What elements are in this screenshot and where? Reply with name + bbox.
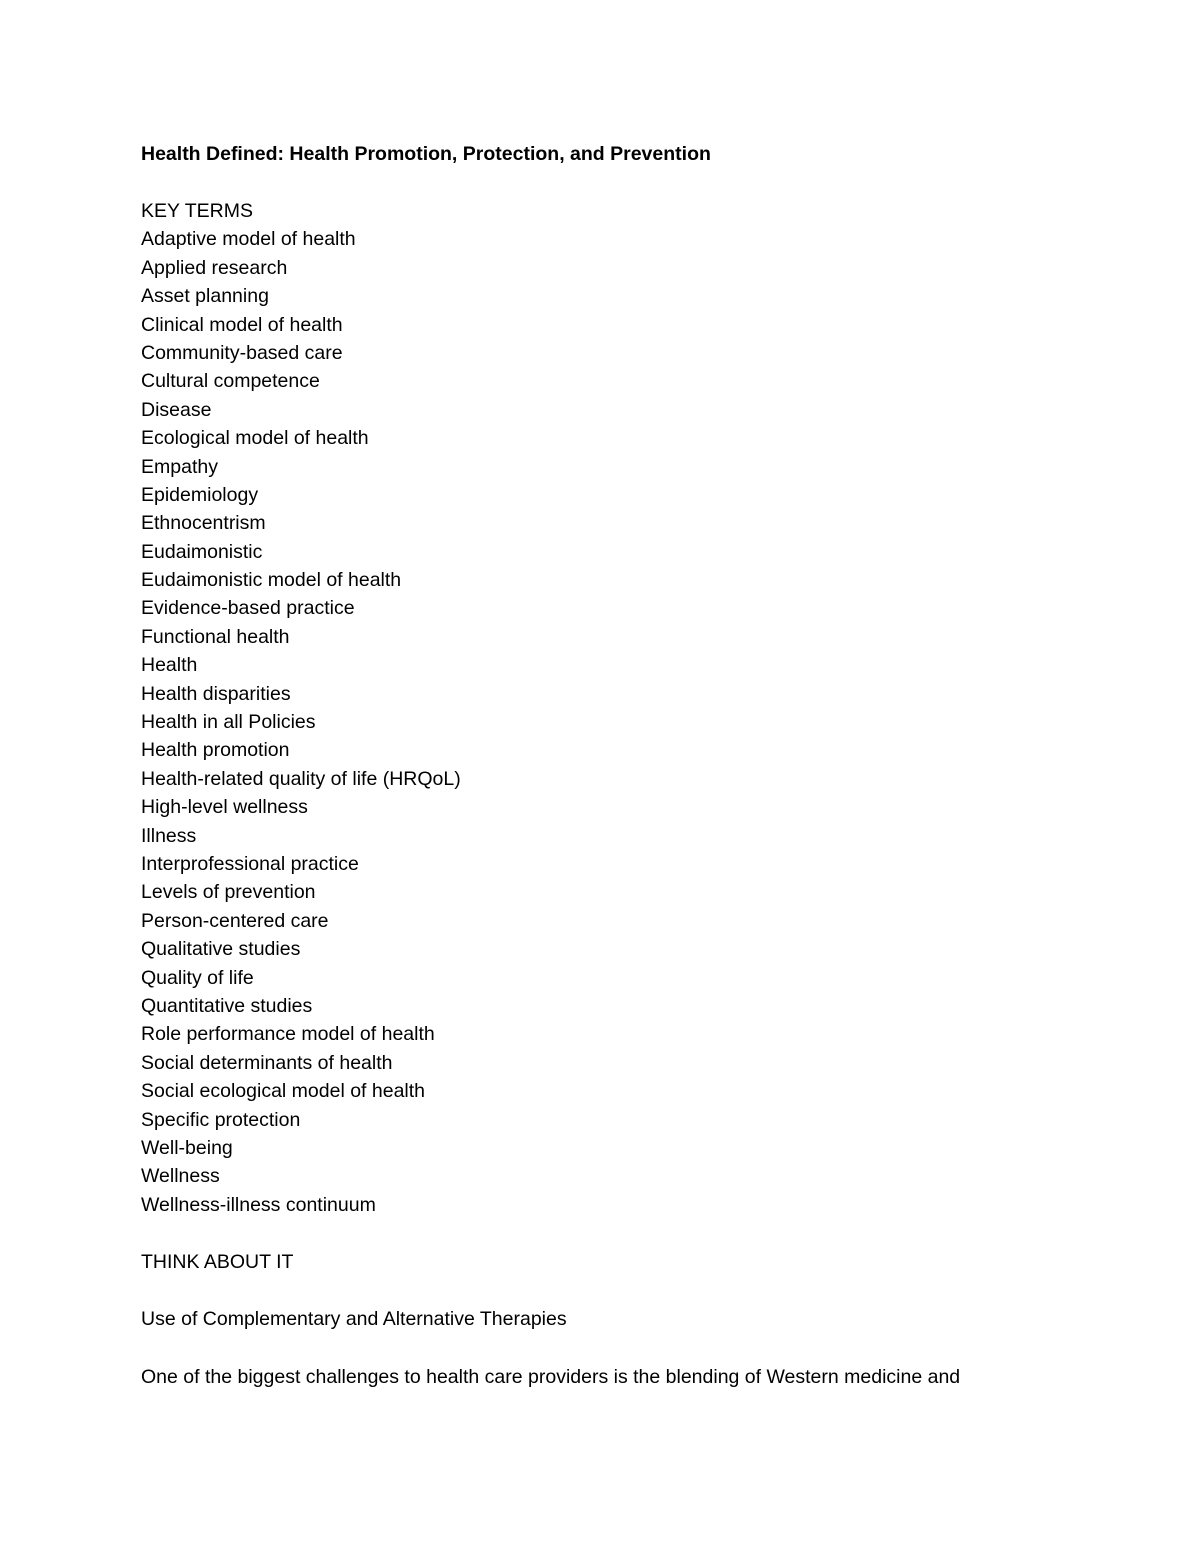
key-term-item: Quality of life	[141, 966, 254, 989]
spacer	[141, 168, 1101, 197]
key-term-item: Health promotion	[141, 739, 290, 762]
body-paragraph: One of the biggest challenges to health care providers is the blending of Western medicine and	[141, 1365, 961, 1388]
key-term-item: Health-related quality of life (HRQoL)	[141, 767, 461, 790]
key-term-item: Well-being	[141, 1136, 233, 1159]
key-term-item: Levels of prevention	[141, 881, 316, 904]
document-title: Health Defined: Health Promotion, Protection, and Prevention	[141, 143, 711, 165]
key-term-item: Person-centered care	[141, 909, 329, 932]
key-term-item: Specific protection	[141, 1108, 301, 1131]
key-term-item: Health	[141, 654, 198, 677]
key-term-item: Interprofessional practice	[141, 852, 359, 875]
key-term-item: Evidence-based practice	[141, 597, 355, 620]
key-terms-heading: KEY TERMS	[141, 200, 253, 222]
key-term-item: Quantitative studies	[141, 994, 313, 1017]
think-about-it-heading: THINK ABOUT IT	[141, 1251, 294, 1274]
key-term-item: Social ecological model of health	[141, 1080, 426, 1103]
key-term-item: Asset planning	[141, 285, 269, 308]
key-term-item: Disease	[141, 398, 212, 421]
key-term-item: Role performance model of health	[141, 1023, 435, 1046]
section-title: Use of Complementary and Alternative Therapies	[141, 1308, 567, 1331]
key-term-item: Wellness-illness continuum	[141, 1193, 376, 1216]
key-term-item: Qualitative studies	[141, 938, 301, 961]
document-page	[141, 140, 1101, 1391]
spacer	[141, 1276, 1101, 1305]
key-term-item: Community-based care	[141, 341, 343, 364]
spacer	[141, 1334, 1101, 1363]
key-term-item: High-level wellness	[141, 796, 308, 819]
key-term-item: Social determinants of health	[141, 1051, 393, 1074]
key-term-item: Epidemiology	[141, 483, 259, 506]
spacer	[141, 1219, 1101, 1248]
key-term-item: Ethnocentrism	[141, 512, 266, 535]
key-term-item: Eudaimonistic model of health	[141, 569, 402, 592]
key-term-item: Eudaimonistic	[141, 540, 263, 563]
key-term-item: Illness	[141, 824, 197, 847]
key-term-item: Clinical model of health	[141, 313, 343, 336]
key-term-item: Applied research	[141, 256, 288, 279]
key-term-item: Ecological model of health	[141, 427, 369, 450]
key-term-item: Functional health	[141, 625, 290, 648]
key-term-item: Health in all Policies	[141, 711, 316, 734]
key-term-item: Cultural competence	[141, 370, 320, 393]
key-term-item: Adaptive model of health	[141, 228, 356, 251]
key-term-item: Empathy	[141, 455, 218, 478]
key-term-item: Wellness	[141, 1165, 220, 1188]
key-terms-list	[141, 225, 1101, 1219]
key-term-item: Health disparities	[141, 682, 291, 705]
